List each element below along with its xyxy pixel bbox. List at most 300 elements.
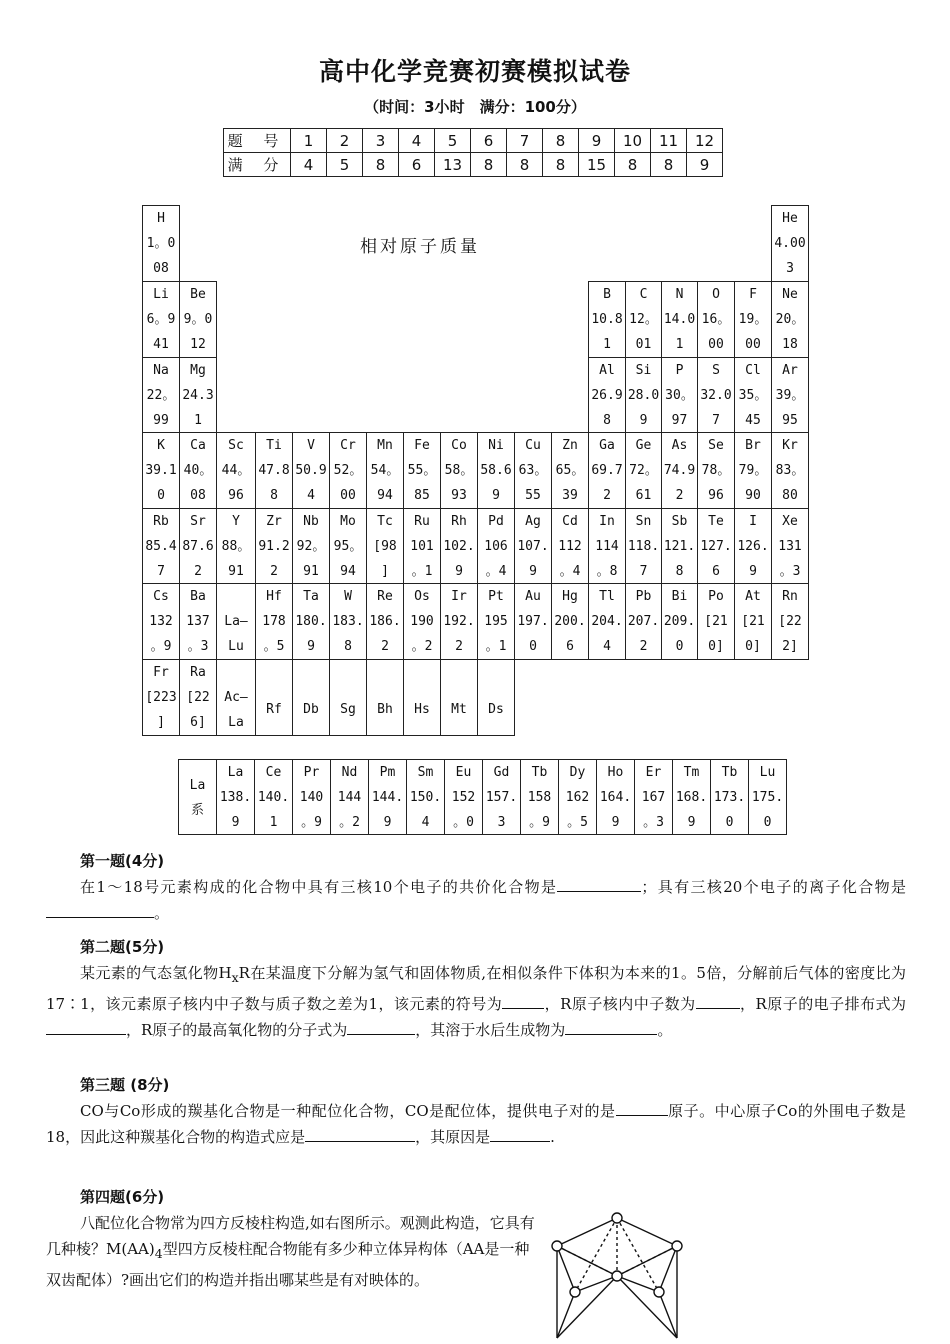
element-mass: 32.0 <box>700 388 732 403</box>
element-symbol: K <box>157 438 165 453</box>
element-mass: 190 <box>410 614 434 629</box>
question-number: 5 <box>435 129 471 153</box>
element-symbol: Mt <box>451 702 467 717</box>
element-mass: 186. <box>369 614 401 629</box>
element-symbol: Li <box>153 287 169 302</box>
answer-blank[interactable] <box>46 1018 126 1035</box>
element-cell <box>661 432 698 509</box>
element-mass: 93 <box>451 488 467 503</box>
element-cell <box>697 508 735 584</box>
element-mass: 85 <box>414 488 430 503</box>
element-mass: 2 <box>639 639 648 654</box>
question-points: 9 <box>687 153 723 177</box>
answer-blank[interactable] <box>46 901 154 918</box>
element-cell <box>440 508 478 584</box>
lanthanide-cell <box>558 759 597 835</box>
element-mass: 8 <box>344 639 352 654</box>
element-symbol: Te <box>708 514 724 529</box>
element-cell <box>255 659 293 736</box>
element-cell <box>588 432 626 509</box>
element-mass: 7 <box>639 564 648 579</box>
element-mass: 8 <box>603 413 611 428</box>
element-symbol: Au <box>525 589 541 604</box>
element-mass: 2 <box>381 639 389 654</box>
element-cell <box>734 357 772 433</box>
element-mass: 112 <box>558 539 582 554</box>
element-mass: 6 <box>712 564 720 579</box>
element-mass: 9 <box>687 815 696 830</box>
element-mass: 40。 <box>183 463 213 478</box>
element-symbol: Mn <box>377 438 393 453</box>
element-symbol: In <box>599 514 615 529</box>
element-mass: 19。 <box>738 312 768 327</box>
element-mass: 107. <box>517 539 549 554</box>
lanthanide-cell <box>330 759 369 835</box>
element-symbol: Tb <box>531 765 548 780</box>
element-mass: 6 <box>566 639 574 654</box>
element-mass: 140 <box>299 790 324 805</box>
element-mass: 。0 <box>453 815 474 830</box>
element-mass: 9 <box>611 815 620 830</box>
score-row-label: 满 分 <box>224 153 291 177</box>
answer-blank[interactable] <box>347 1018 415 1035</box>
element-mass: 85.4 <box>145 539 177 554</box>
element-symbol: La— <box>224 614 248 629</box>
prism-edge <box>659 1292 677 1338</box>
element-mass: 2 <box>270 564 278 579</box>
element-symbol: Se <box>708 438 724 453</box>
question-heading: 第三题 (8分) <box>80 1076 170 1094</box>
element-cell <box>588 357 626 433</box>
question-number: 9 <box>579 129 615 153</box>
element-mass: 1。0 <box>146 236 176 251</box>
element-mass: 137 <box>186 614 210 629</box>
element-symbol: Ni <box>488 438 504 453</box>
element-mass: 157. <box>485 790 518 805</box>
element-mass: 4.00 <box>774 236 806 251</box>
element-mass: 138. <box>219 790 252 805</box>
question-4-heading-wrap <box>46 1184 906 1210</box>
element-cell <box>697 281 735 358</box>
element-mass: 55 <box>525 488 541 503</box>
element-mass: 00 <box>340 488 356 503</box>
element-cell <box>551 583 589 660</box>
element-mass: 91.2 <box>258 539 290 554</box>
element-symbol: Pr <box>303 765 320 780</box>
prism-edge <box>557 1218 617 1246</box>
lanthanide-cell <box>672 759 711 835</box>
element-cell <box>142 583 180 660</box>
element-cell <box>179 583 217 660</box>
element-symbol: Ar <box>782 363 798 378</box>
element-mass: 132 <box>149 614 173 629</box>
element-symbol: N <box>675 287 684 302</box>
element-cell <box>292 432 330 509</box>
element-mass: 94 <box>340 564 356 579</box>
answer-blank[interactable] <box>305 1125 415 1142</box>
question-points: 8 <box>651 153 687 177</box>
element-mass: 2] <box>782 639 798 654</box>
element-mass: 44。 <box>221 463 251 478</box>
element-mass: 4 <box>603 639 611 654</box>
element-mass: 2 <box>455 639 463 654</box>
element-cell <box>440 583 478 660</box>
element-mass: 10.8 <box>591 312 623 327</box>
element-symbol: Ir <box>451 589 467 604</box>
element-symbol: Zr <box>266 514 282 529</box>
element-cell <box>179 357 217 433</box>
element-symbol: S <box>712 363 720 378</box>
element-mass: 74.9 <box>663 463 696 478</box>
element-mass: 78。 <box>701 463 731 478</box>
element-symbol: At <box>745 589 761 604</box>
element-symbol: Os <box>414 589 430 604</box>
lanthanide-cell <box>634 759 673 835</box>
element-symbol: Nb <box>303 514 319 529</box>
element-mass: [21 <box>741 614 765 629</box>
element-mass: 。9 <box>150 639 172 654</box>
element-mass: 14.0 <box>663 312 696 327</box>
element-mass: 00 <box>745 337 761 352</box>
bond-line <box>557 1276 617 1338</box>
element-symbol: Mg <box>190 363 206 378</box>
question-3 <box>46 1072 906 1150</box>
element-mass: 54。 <box>370 463 400 478</box>
element-symbol: Cd <box>562 514 578 529</box>
element-cell <box>255 432 293 509</box>
element-cell <box>551 508 589 584</box>
element-mass: 。2 <box>339 815 360 830</box>
element-cell <box>697 432 735 509</box>
element-symbol: Po <box>708 589 724 604</box>
element-cell <box>403 432 441 509</box>
element-mass: 96 <box>228 488 244 503</box>
element-symbol: Zn <box>562 438 578 453</box>
element-mass: 22。 <box>146 388 176 403</box>
element-mass: 192. <box>443 614 475 629</box>
element-mass: 24.3 <box>182 388 214 403</box>
element-symbol: P <box>675 363 684 378</box>
question-text: 在1～18号元素构成的化合物中具有三核10个电子的共价化合物是 ；具有三核20个电子的离子化合物是。 <box>46 874 906 926</box>
element-symbol: Cr <box>340 438 356 453</box>
element-mass: 45 <box>745 413 761 428</box>
element-mass: 180. <box>295 614 327 629</box>
answer-blank[interactable] <box>490 1125 550 1142</box>
element-symbol: B <box>603 287 611 302</box>
element-mass: 87.6 <box>182 539 214 554</box>
element-cell <box>329 432 367 509</box>
element-cell <box>179 281 217 358</box>
question-number: 3 <box>363 129 399 153</box>
element-cell <box>734 508 772 584</box>
element-symbol: Ti <box>266 438 282 453</box>
element-symbol: Ds <box>488 702 504 717</box>
element-mass: 0] <box>745 639 761 654</box>
element-symbol: Br <box>745 438 761 453</box>
question-points: 15 <box>579 153 615 177</box>
element-symbol: Fr <box>153 665 169 680</box>
element-mass: 1 <box>675 337 684 352</box>
question-number: 2 <box>327 129 363 153</box>
answer-blank[interactable] <box>696 992 740 1009</box>
element-cell <box>255 583 293 660</box>
element-mass: [22 <box>778 614 802 629</box>
element-mass: 2 <box>675 488 684 503</box>
element-cell <box>440 659 478 736</box>
element-symbol: Y <box>232 514 240 529</box>
lanthanide-cell <box>444 759 483 835</box>
element-symbol: Ca <box>190 438 206 453</box>
element-mass: 41 <box>153 337 169 352</box>
exam-subtitle: （时间：3小时 满分：100分） <box>364 98 586 116</box>
element-symbol: Hg <box>562 589 578 604</box>
lanthanide-cell <box>254 759 293 835</box>
element-mass: 9 <box>383 815 392 830</box>
question-points: 8 <box>543 153 579 177</box>
element-mass: 152 <box>451 790 476 805</box>
element-cell <box>179 508 217 584</box>
element-mass: 88。 <box>221 539 251 554</box>
question-number: 6 <box>471 129 507 153</box>
element-symbol: Tm <box>683 765 700 780</box>
ligand-atom <box>552 1241 562 1251</box>
element-mass: 9 <box>307 639 315 654</box>
element-symbol: O <box>712 287 720 302</box>
element-mass: [98 <box>373 539 397 554</box>
element-cell <box>625 432 662 509</box>
element-cell <box>142 205 180 282</box>
element-mass: 08 <box>153 261 169 276</box>
element-mass: 0 <box>675 639 684 654</box>
element-cell <box>179 432 217 509</box>
element-cell <box>625 508 662 584</box>
element-mass: 20。 <box>775 312 805 327</box>
element-mass: 1 <box>603 337 611 352</box>
element-symbol: Si <box>635 363 652 378</box>
element-cell <box>661 357 698 433</box>
element-mass: 150. <box>409 790 442 805</box>
element-mass: 9 <box>749 564 757 579</box>
periodic-table-title: 相对原子质量 <box>360 237 480 257</box>
score-table <box>223 128 723 177</box>
element-mass: 0 <box>763 815 772 830</box>
element-mass: 。1 <box>411 564 433 579</box>
question-points: 6 <box>399 153 435 177</box>
element-cell <box>366 508 404 584</box>
lanthanide-cell <box>482 759 521 835</box>
element-mass: 178 <box>262 614 286 629</box>
element-mass: 00 <box>708 337 724 352</box>
element-symbol: Fe <box>414 438 430 453</box>
element-cell <box>292 583 330 660</box>
element-mass: 80 <box>782 488 798 503</box>
element-mass: 。5 <box>263 639 285 654</box>
element-symbol: V <box>307 438 315 453</box>
element-mass: 173. <box>713 790 746 805</box>
element-cell <box>771 583 809 660</box>
element-mass: 39 <box>562 488 578 503</box>
question-text: 某元素的气态氢化物$H_xR$在某温度下分解为氢气和固体物质,在相似条件下体积为本来的1。5倍，分解前后气体的密度比为17∶1，该元素原子核内中子数与质子数之差为1，该元素的符号为 ，R原子核内中子数为 ，R原子的电子排布式为，R原子的最高氧化物的分子式为 ，其溶于水后生成物为 。 <box>46 964 906 1039</box>
question-number: 4 <box>399 129 435 153</box>
question-heading: 第二题(5分) <box>80 938 165 956</box>
element-mass: 97 <box>671 413 688 428</box>
element-cell <box>588 281 626 358</box>
element-mass: 69.7 <box>591 463 623 478</box>
element-cell <box>216 432 256 509</box>
element-mass: 47.8 <box>258 463 290 478</box>
element-symbol: I <box>749 514 757 529</box>
element-mass: 7 <box>712 413 720 428</box>
element-mass: 18 <box>782 337 798 352</box>
element-symbol: Xe <box>782 514 798 529</box>
element-mass: 6。9 <box>146 312 176 327</box>
element-mass: 58。 <box>444 463 474 478</box>
element-mass: 167 <box>641 790 666 805</box>
element-symbol: C <box>639 287 648 302</box>
element-symbol: Sn <box>635 514 652 529</box>
element-mass: [21 <box>704 614 728 629</box>
element-cell <box>216 508 256 584</box>
element-mass: 175. <box>751 790 784 805</box>
element-symbol: Ba <box>190 589 206 604</box>
element-symbol: Rn <box>782 589 798 604</box>
element-symbol: Ac— <box>224 690 248 705</box>
element-mass: 0 <box>157 488 165 503</box>
element-cell <box>477 432 515 509</box>
question-points: 8 <box>615 153 651 177</box>
element-symbol: Rh <box>451 514 467 529</box>
element-cell <box>142 357 180 433</box>
element-cell <box>142 281 180 358</box>
element-mass: 195 <box>484 614 508 629</box>
score-row-label: 题 号 <box>224 129 291 153</box>
element-symbol: Cs <box>153 589 169 604</box>
element-cell <box>366 659 404 736</box>
element-symbol: Ge <box>635 438 652 453</box>
element-mass: 140. <box>257 790 290 805</box>
element-symbol: Kr <box>782 438 798 453</box>
element-mass: 9 <box>455 564 463 579</box>
element-cell <box>661 508 698 584</box>
lanthanide-cell <box>368 759 407 835</box>
element-cell <box>625 583 662 660</box>
element-mass: 95。 <box>333 539 363 554</box>
element-cell <box>661 583 698 660</box>
prism-edge <box>617 1218 659 1292</box>
element-symbol: Ho <box>607 765 624 780</box>
element-cell <box>216 583 256 660</box>
element-mass: 4 <box>421 815 430 830</box>
question-2 <box>46 934 906 1043</box>
element-mass: 。3 <box>187 639 209 654</box>
bond-line <box>617 1276 677 1338</box>
element-cell <box>697 583 735 660</box>
question-number: 8 <box>543 129 579 153</box>
lanthanide-cell <box>710 759 749 835</box>
element-cell <box>142 508 180 584</box>
element-cell <box>329 508 367 584</box>
element-symbol: Pd <box>488 514 504 529</box>
element-mass: 0 <box>529 639 537 654</box>
element-symbol: Ne <box>782 287 798 302</box>
element-mass: 3 <box>786 261 794 276</box>
element-mass: La <box>228 715 244 730</box>
question-text: CO与Co形成的羰基化合物是一种配位化合物，CO是配位体，提供电子对的是 原子。中心原子Co的外围电子数是18，因此这种羰基化合物的构造式应是 ，其原因是 . <box>46 1098 906 1150</box>
element-symbol: Tc <box>377 514 393 529</box>
element-symbol: Db <box>303 702 319 717</box>
element-cell <box>588 583 626 660</box>
element-cell <box>477 583 515 660</box>
element-symbol: Co <box>451 438 467 453</box>
element-mass: 。9 <box>301 815 322 830</box>
element-mass: 209. <box>663 614 696 629</box>
element-symbol: Eu <box>455 765 472 780</box>
element-mass: 91 <box>303 564 319 579</box>
element-mass: 158 <box>527 790 552 805</box>
element-cell <box>255 508 293 584</box>
element-cell <box>142 659 180 736</box>
answer-blank[interactable] <box>565 1018 657 1035</box>
lanthanide-label-text: 系 <box>190 803 204 818</box>
element-mass: 200. <box>554 614 586 629</box>
element-mass: Lu <box>228 639 244 654</box>
element-symbol: Lu <box>759 765 776 780</box>
element-mass: 。4 <box>485 564 507 579</box>
element-symbol: Ag <box>525 514 541 529</box>
element-mass: 144. <box>371 790 404 805</box>
element-cell <box>292 508 330 584</box>
answer-blank[interactable] <box>616 1099 668 1116</box>
element-mass: 。5 <box>567 815 588 830</box>
element-symbol: Ra <box>190 665 206 680</box>
score-row-points <box>224 153 723 177</box>
ligand-atom <box>570 1287 580 1297</box>
prism-edge <box>575 1218 617 1292</box>
lanthanide-cell <box>520 759 559 835</box>
answer-blank[interactable] <box>502 992 544 1009</box>
element-symbol: Pb <box>635 589 652 604</box>
element-mass: 28.0 <box>627 388 660 403</box>
element-cell <box>366 583 404 660</box>
ligand-atom <box>672 1241 682 1251</box>
question-number: 1 <box>291 129 327 153</box>
element-symbol: Er <box>645 765 662 780</box>
central-atom <box>612 1271 622 1281</box>
element-cell <box>771 508 809 584</box>
element-mass: 58.6 <box>480 463 512 478</box>
prism-edge <box>557 1292 575 1338</box>
element-mass: 114 <box>595 539 619 554</box>
element-mass: 3 <box>497 815 506 830</box>
question-points: 4 <box>291 153 327 177</box>
element-mass: 9 <box>492 488 500 503</box>
element-symbol: Pm <box>379 765 396 780</box>
answer-blank[interactable] <box>557 875 641 892</box>
score-row-numbers <box>224 129 723 153</box>
element-cell <box>697 357 735 433</box>
question-4-text-left: 八配位化合物常为四方反棱柱构造,如右图所示。观测此构造，它具有几种棱？$M(AA)_4$型四方反棱柱配合物能有多少种立体异构体（AA是一种双齿配体）?画出它们的构造并指出哪某些是有对映体的。 <box>46 1214 535 1289</box>
element-mass: 4 <box>307 488 315 503</box>
element-cell <box>514 432 552 509</box>
element-mass: 162 <box>565 790 590 805</box>
element-symbol: Mo <box>340 514 356 529</box>
element-mass: 39.1 <box>145 463 177 478</box>
element-symbol: Tl <box>599 589 615 604</box>
question-heading: 第一题(4分) <box>80 852 165 870</box>
element-mass: 207. <box>627 614 660 629</box>
element-mass: 96 <box>708 488 724 503</box>
element-symbol: Pt <box>488 589 504 604</box>
